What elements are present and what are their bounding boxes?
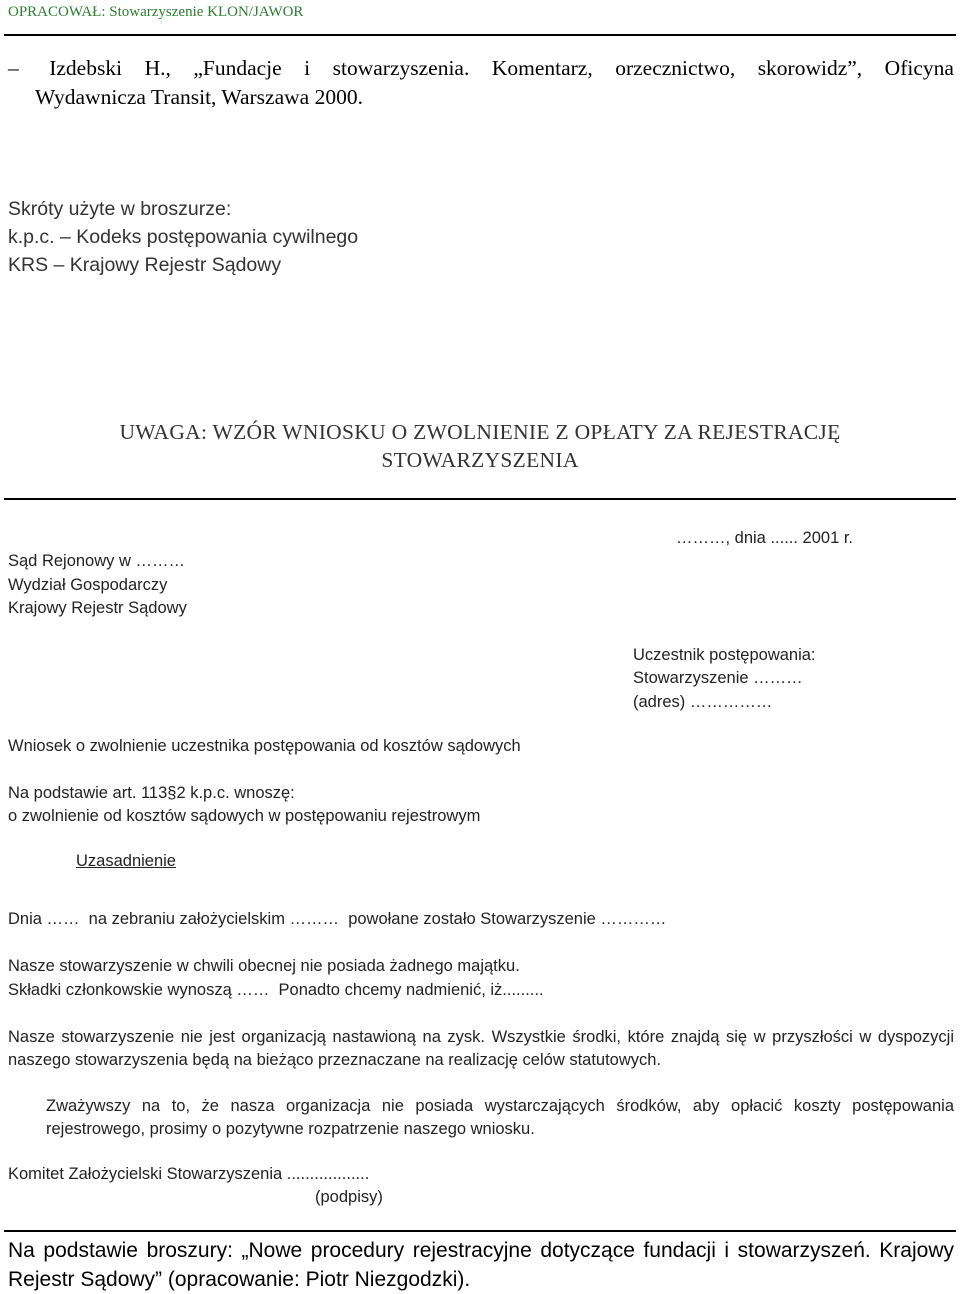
reference-word: i (304, 56, 311, 80)
application-title: Wniosek o zwolnienie uczestnika postępowania od kosztów sądowych (8, 737, 521, 755)
reference-line-2: Wydawnicza Transit, Warszawa 2000. (35, 85, 363, 109)
membership-fees-paragraph: Składki członkowskie wynoszą …… Ponadto chcemy nadmienić, iż......... (8, 981, 544, 999)
reference-word: H., (144, 56, 171, 80)
assets-paragraph: Nasze stowarzyszenie w chwili obecnej nie posiada żadnego majątku. (8, 957, 520, 975)
reference-word: „Fundacje (193, 56, 282, 80)
notice-divider (4, 498, 956, 500)
footer-source: Na podstawie broszury: „Nowe procedury rejestracyjne dotyczące fundacji i stowarzyszeń. Krajowy Rejestr Sądowy” (opracowanie: Piotr Niezgodzki). (8, 1239, 954, 1291)
reference-entry (8, 54, 954, 112)
participant-name: Stowarzyszenie ……… (633, 669, 803, 687)
reference-word: Oficyna (884, 56, 954, 80)
signatures-label: (podpisy) (315, 1188, 383, 1206)
legal-basis: Na podstawie art. 113§2 k.p.c. wnoszę: (8, 784, 295, 802)
nonprofit-paragraph: Nasze stowarzyszenie nie jest organizacją nastawioną na zysk. Wszystkie środki, które znajdą się w przyszłości w dyspozycji naszego stowarzyszenia będą na bieżąco przeznaczane na realizację celów statutowych. (8, 1028, 954, 1069)
request-statement: o zwolnienie od kosztów sądowych w postępowaniu rejestrowym (8, 807, 481, 825)
court-name: Sąd Rejonowy w ……… (8, 552, 185, 570)
reference-line-1 (8, 54, 954, 83)
committee-line: Komitet Założycielski Stowarzyszenia .................. (8, 1165, 370, 1183)
participant-address: (adres) …………… (633, 693, 773, 711)
list-dash: – (8, 56, 19, 80)
court-register: Krajowy Rejestr Sądowy (8, 599, 187, 617)
meeting-paragraph: Dnia …… na zebraniu założycielskim ……… powołane zostało Stowarzyszenie ………… (8, 910, 667, 928)
reference-word: Komentarz, (491, 56, 593, 80)
participant-label: Uczestnik postępowania: (633, 646, 816, 664)
court-department: Wydział Gospodarczy (8, 576, 168, 594)
request-paragraph: Zważywszy na to, że nasza organizacja nie posiada wystarczających środków, aby opłacić koszty postępowania rejestrowego, prosimy o pozytywne rozpatrzenie naszego wniosku. (46, 1097, 954, 1138)
footer-divider (4, 1230, 956, 1232)
reference-word: orzecznictwo, (615, 56, 736, 80)
header-divider (4, 34, 956, 36)
justification-heading: Uzasadnienie (76, 852, 176, 870)
abbreviation-item: KRS – Krajowy Rejestr Sądowy (8, 254, 282, 276)
reference-word: Izdebski (49, 56, 123, 80)
reference-word: stowarzyszenia. (332, 56, 470, 80)
document-header: OPRACOWAŁ: Stowarzyszenie KLON/JAWOR (8, 4, 304, 20)
notice-title-line-2: STOWARZYSZENIA (381, 448, 579, 472)
date-line: ………, dnia ...... 2001 r. (676, 529, 853, 547)
abbreviations-title: Skróty użyte w broszurze: (8, 198, 232, 220)
abbreviation-item: k.p.c. – Kodeks postępowania cywilnego (8, 226, 359, 248)
notice-title-line-1: UWAGA: WZÓR WNIOSKU O ZWOLNIENIE Z OPŁATY ZA REJESTRACJĘ (119, 420, 841, 444)
reference-word: skorowidz”, (757, 56, 863, 80)
